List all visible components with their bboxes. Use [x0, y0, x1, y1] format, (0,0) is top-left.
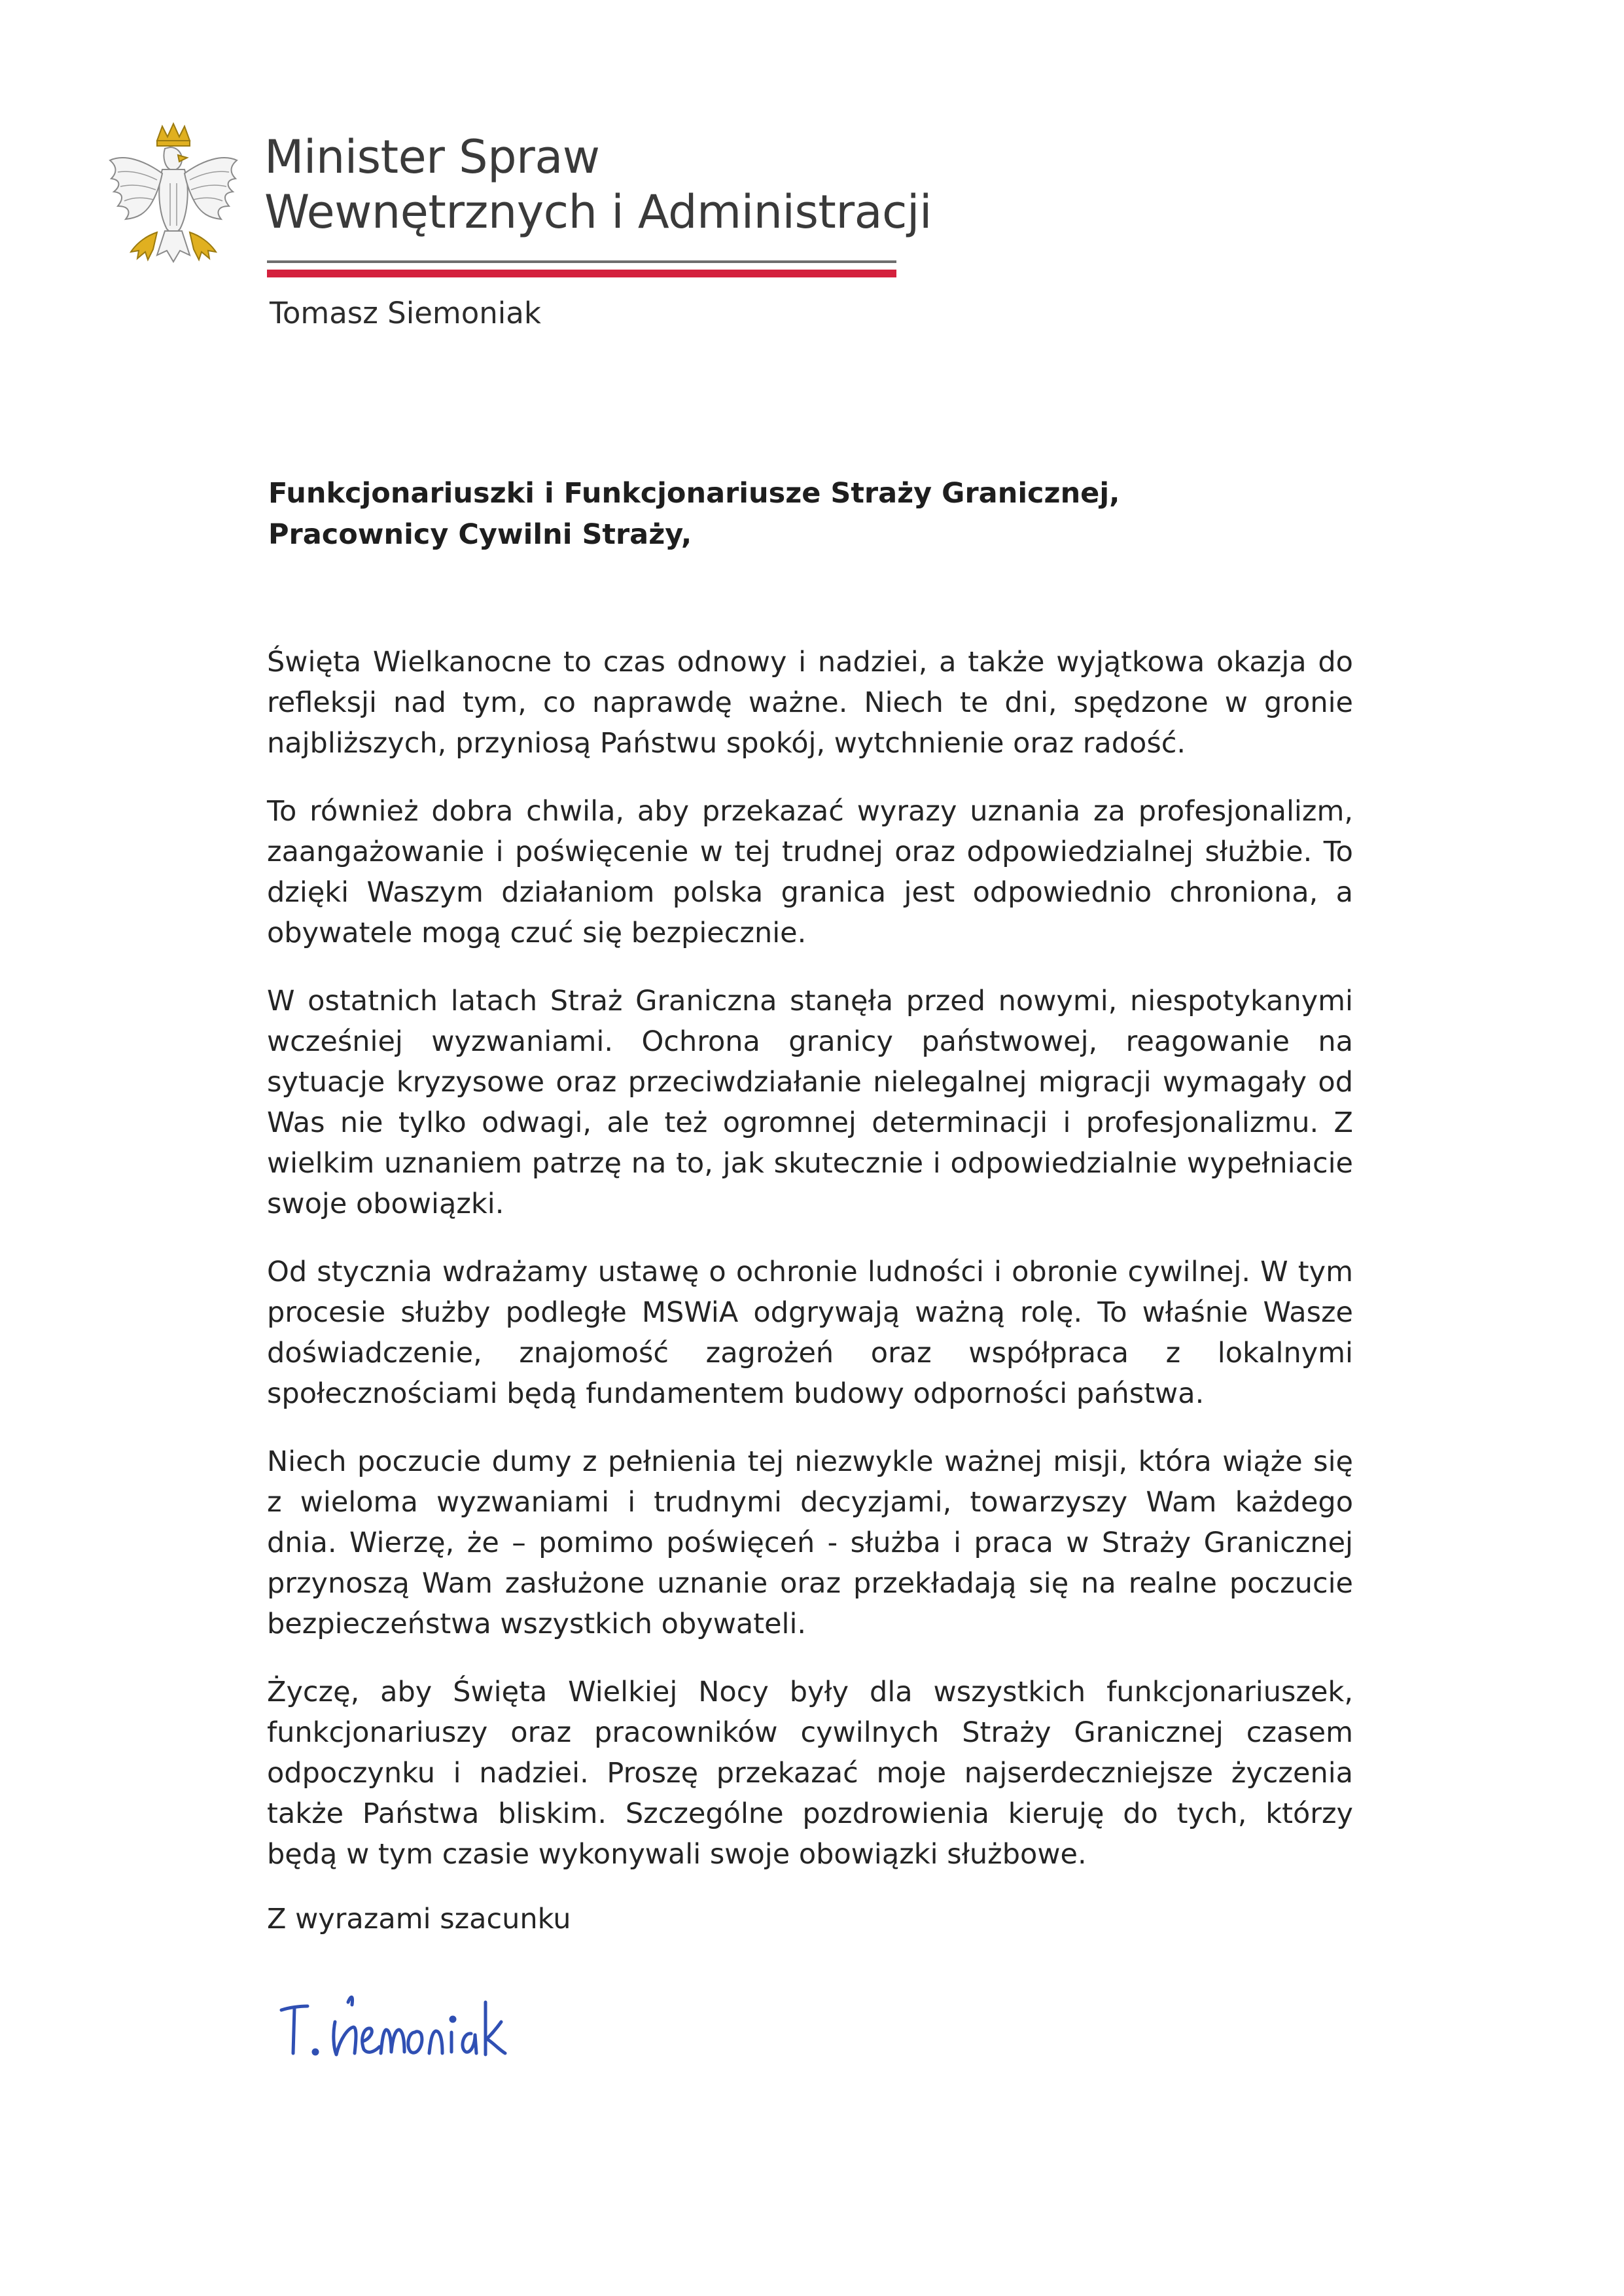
body-paragraph: To również dobra chwila, aby przekazać wyrazy uznania za profesjonalizm, zaangażowanie i poświęcenie w tej trudnej oraz odpowiedzialnej służbie. To dzięki Waszym działaniom polska granica jest odpowiednio chroniona, a obywatele mogą czuć się bezpiecznie. — [267, 795, 1353, 949]
minister-name: Tomasz Siemoniak — [270, 296, 541, 330]
body-paragraph: W ostatnich latach Straż Graniczna stanęła przed nowymi, niespotykanymi wcześniej wyzwaniami. Ochrona granicy państwowej, reagowanie na sytuacje kryzysowe oraz przeciwdziałanie nielegalnej migracji wymagały od Was nie tylko odwagi, ale też ogromnej determinacji i profesjonalizmu. Z wielkim uznaniem patrzę na to, jak skutecznie i odpowiedzialnie wypełniacie swoje obowiązki. — [267, 985, 1353, 1220]
body-paragraph: Życzę, aby Święta Wielkiej Nocy były dla wszystkich funkcjonariuszek, funkcjonariuszy oraz pracowników cywilnych Straży Granicznej czasem odpoczynku i nadziei. Proszę przekazać moje najserdeczniejsze życzenia także Państwa bliskim. Szczególne pozdrowienia kieruję do tych, którzy będą w tym czasie wykonywali swoje obowiązki służbowe. — [267, 1676, 1353, 1871]
ministry-title-line2: Wewnętrznych i Administracji — [264, 185, 932, 239]
body-paragraph: Niech poczucie dumy z pełnienia tej niezwykle ważnej misji, która wiąże się z wieloma wyzwaniami i trudnymi decyzjami, towarzyszy Wam każdego dnia. Wierzę, że – pomimo poświęceń - służba i praca w Straży Granicznej przynoszą Wam zasłużone uznanie oraz przekładają się na realne poczucie bezpieczeństwa wszystkich obywateli. — [267, 1445, 1353, 1640]
letter-body — [267, 642, 1353, 1902]
body-paragraph: Od stycznia wdrażamy ustawę o ochronie ludności i obronie cywilnej. W tym procesie służby podległe MSWiA odgrywają ważną rolę. To właśnie Wasze doświadczenie, znajomość zagrożeń oraz współpraca z lokalnymi społecznościami będą fundamentem budowy odporności państwa. — [267, 1256, 1353, 1410]
ministry-title — [264, 130, 932, 239]
salutation — [268, 473, 1120, 556]
body-paragraph: Święta Wielkanocne to czas odnowy i nadziei, a także wyjątkowa okazja do refleksji nad tym, co naprawdę ważne. Niech te dni, spędzone w gronie najbliższych, przyniosą Państwu spokój, wytchnienie oraz radość. — [267, 646, 1353, 760]
salutation-line2: Pracownicy Cywilni Straży, — [268, 518, 692, 551]
handwritten-signature — [275, 1976, 589, 2068]
header-rule-red — [267, 270, 896, 277]
salutation-line1: Funkcjonariuszki i Funkcjonariusze Straży Granicznej, — [268, 477, 1120, 510]
white-eagle-emblem-icon — [105, 121, 242, 278]
header-rule-grey — [267, 260, 896, 263]
closing-text: Z wyrazami szacunku — [267, 1903, 571, 1935]
ministry-title-line1: Minister Spraw — [264, 130, 600, 184]
